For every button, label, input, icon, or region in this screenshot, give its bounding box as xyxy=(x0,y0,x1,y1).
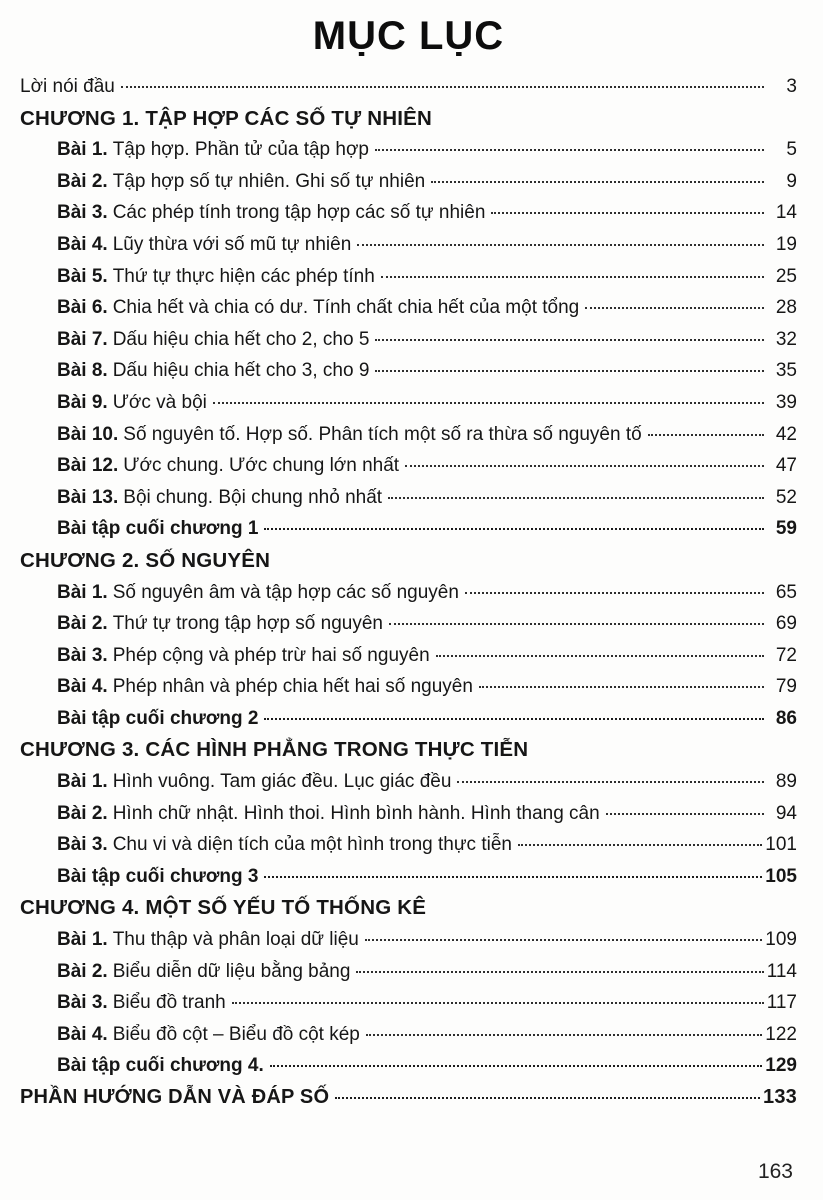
toc-entry-label xyxy=(57,387,207,419)
toc-row xyxy=(20,861,797,893)
page-title: MỤC LỤC xyxy=(312,14,505,58)
toc-row xyxy=(20,261,797,293)
toc-row xyxy=(20,640,797,672)
toc-entry-page: 117 xyxy=(766,992,797,1014)
toc-entry-page: 52 xyxy=(775,486,797,508)
dot-leader xyxy=(232,1002,764,1004)
dot-leader xyxy=(457,781,764,783)
toc-entry-label xyxy=(57,450,399,482)
toc-entry-prefix: Bài 2. xyxy=(57,613,108,635)
toc-entry-page: 3 xyxy=(786,76,797,97)
toc-entry-page: 32 xyxy=(775,328,797,350)
toc-row xyxy=(20,987,797,1019)
dot-leader xyxy=(121,86,764,88)
toc-entry-text: Hình chữ nhật. Hình thoi. Hình bình hành. Hình thang cân xyxy=(112,802,600,824)
toc-chapter-heading xyxy=(20,545,797,577)
toc-entry-text: Tập hợp. Phần tử của tập hợp xyxy=(112,139,369,161)
toc-entry-prefix: Bài 3. xyxy=(57,202,108,224)
toc-entry-text: Dấu hiệu chia hết cho 2, cho 5 xyxy=(112,328,370,350)
toc-entry-label xyxy=(57,577,459,609)
toc-entry-label xyxy=(57,798,600,830)
dot-leader xyxy=(388,497,764,499)
toc-entry-text: Biểu đồ cột – Biểu đồ cột kép xyxy=(112,1023,360,1045)
dot-leader xyxy=(491,212,764,214)
toc-entry-page: 35 xyxy=(775,360,797,382)
toc-entry-prefix: Bài 10. xyxy=(57,423,119,445)
toc-entry-prefix: Bài 5. xyxy=(57,265,108,287)
toc-row xyxy=(20,1019,797,1051)
toc-entry-page: 79 xyxy=(775,676,797,698)
toc-entry-page: 47 xyxy=(775,455,797,477)
toc-entry-label xyxy=(57,292,579,324)
toc-entry-label xyxy=(57,671,473,703)
toc-entry-page: 19 xyxy=(775,233,797,255)
dot-leader xyxy=(436,655,764,657)
toc-entry-prefix: Bài 4. xyxy=(57,676,108,698)
toc-row xyxy=(20,513,797,545)
toc-entry-prefix: Bài 3. xyxy=(57,992,108,1014)
chapter-title: CHƯƠNG 2. SỐ NGUYÊN xyxy=(20,548,271,572)
toc-entry-label xyxy=(57,261,375,293)
toc-entry-text: Ước chung. Ước chung lớn nhất xyxy=(123,455,400,477)
toc-row xyxy=(20,798,797,830)
chapter-title: CHƯƠNG 3. CÁC HÌNH PHẲNG TRONG THỰC TIỄN xyxy=(20,738,529,762)
toc-entry-label xyxy=(57,703,258,735)
dot-leader xyxy=(335,1097,760,1099)
toc-row xyxy=(20,577,797,609)
dot-leader xyxy=(375,370,764,372)
toc-entry-prefix: Bài 8. xyxy=(57,360,108,382)
toc-entry-text: Chu vi và diện tích của một hình trong thực tiễn xyxy=(112,834,512,856)
toc-entry-page: 42 xyxy=(775,423,797,445)
toc-row xyxy=(20,134,797,166)
toc-entry-text: Thứ tự thực hiện các phép tính xyxy=(112,265,375,287)
dot-leader xyxy=(648,434,764,436)
toc-entry-page: 129 xyxy=(765,1055,797,1077)
toc-entry-label xyxy=(57,956,350,988)
toc-entry-text: Bài tập cuối chương 2 xyxy=(57,707,259,729)
toc-entry-page: 5 xyxy=(786,139,797,161)
dot-leader xyxy=(366,1034,762,1036)
toc-entry-page: 109 xyxy=(765,929,797,951)
toc-row xyxy=(20,229,797,261)
dot-leader xyxy=(606,813,764,815)
toc-entry-text: Ước và bội xyxy=(112,391,207,413)
toc-entry-label xyxy=(57,229,351,261)
toc-entry-page: 59 xyxy=(775,518,797,540)
dot-leader xyxy=(431,181,764,183)
dot-leader xyxy=(365,939,762,941)
toc-entry-prefix: Bài 4. xyxy=(57,1023,108,1045)
toc-chapter-heading xyxy=(20,734,797,766)
toc-entry-prefix: Bài 1. xyxy=(57,581,108,603)
toc-entry-prefix: Bài 2. xyxy=(57,802,108,824)
toc-entry-page: 105 xyxy=(765,865,797,887)
toc-entry-label xyxy=(57,324,369,356)
toc-chapter-heading xyxy=(20,103,797,135)
dot-leader xyxy=(375,149,764,151)
toc-entry-prefix: Bài 7. xyxy=(57,328,108,350)
toc-entry-label xyxy=(57,861,258,893)
toc-entry-label xyxy=(57,924,359,956)
toc-row xyxy=(20,355,797,387)
toc-entry-text: Lời nói đầu xyxy=(20,76,115,97)
toc-entry-label xyxy=(57,987,226,1019)
toc-entry-label xyxy=(57,1019,360,1051)
dot-leader xyxy=(381,276,764,278)
toc-entry-text: Dấu hiệu chia hết cho 3, cho 9 xyxy=(112,360,370,382)
toc-entry-page: 72 xyxy=(775,644,797,666)
footer-page-number: 163 xyxy=(757,1160,793,1183)
toc-entry-text: Biểu đồ tranh xyxy=(112,992,226,1014)
dot-leader xyxy=(357,244,764,246)
toc-entry-label xyxy=(57,766,451,798)
toc-entry-page: 94 xyxy=(775,802,797,824)
toc-entry-text: Chia hết và chia có dư. Tính chất chia hết của một tổng xyxy=(112,297,580,319)
toc-entry-text: PHẦN HƯỚNG DẪN VÀ ĐÁP SỐ xyxy=(20,1086,330,1108)
toc-row xyxy=(20,419,797,451)
toc-entry-page: 28 xyxy=(775,297,797,319)
toc-entry-text: Phép nhân và phép chia hết hai số nguyên xyxy=(112,676,473,698)
toc-entry-page: 14 xyxy=(775,202,797,224)
toc-entry-label xyxy=(57,829,512,861)
toc-entry-label xyxy=(57,1050,264,1082)
toc-entry-prefix: Bài 6. xyxy=(57,297,108,319)
toc-entry-page: 65 xyxy=(775,581,797,603)
toc-row xyxy=(20,703,797,735)
toc-entry-page: 133 xyxy=(763,1086,797,1108)
toc-row xyxy=(20,71,797,103)
toc-entry-prefix: Bài 1. xyxy=(57,929,108,951)
toc-entry-prefix: Bài 9. xyxy=(57,391,108,413)
dot-leader xyxy=(375,339,764,341)
chapter-title: CHƯƠNG 4. MỘT SỐ YẾU TỐ THỐNG KÊ xyxy=(20,896,427,920)
toc-entry-label xyxy=(57,640,430,672)
toc-entry-prefix: Bài 1. xyxy=(57,771,108,793)
dot-leader xyxy=(264,528,764,530)
toc-entry-page: 89 xyxy=(775,771,797,793)
toc-row xyxy=(20,197,797,229)
toc-list xyxy=(20,71,797,1114)
toc-entry-page: 122 xyxy=(765,1023,797,1045)
dot-leader xyxy=(264,876,762,878)
dot-leader xyxy=(270,1065,763,1067)
toc-chapter-heading xyxy=(20,892,797,924)
toc-entry-label xyxy=(57,197,485,229)
toc-entry-page: 39 xyxy=(775,391,797,413)
toc-entry-label xyxy=(57,419,642,451)
toc-row xyxy=(20,829,797,861)
toc-entry-label xyxy=(20,71,115,103)
toc-entry-label xyxy=(57,355,369,387)
toc-entry-text: Thứ tự trong tập hợp số nguyên xyxy=(112,613,383,635)
toc-row xyxy=(20,956,797,988)
toc-entry-text: Hình vuông. Tam giác đều. Lục giác đều xyxy=(112,771,452,793)
dot-leader xyxy=(585,307,764,309)
toc-entry-prefix: Bài 2. xyxy=(57,960,108,982)
toc-entry-text: Số nguyên tố. Hợp số. Phân tích một số ra thừa số nguyên tố xyxy=(123,423,642,445)
dot-leader xyxy=(518,844,762,846)
toc-row xyxy=(20,1082,797,1114)
toc-entry-text: Số nguyên âm và tập hợp các số nguyên xyxy=(112,581,459,603)
toc-entry-prefix: Bài 3. xyxy=(57,834,108,856)
toc-entry-page: 69 xyxy=(775,613,797,635)
toc-entry-text: Phép cộng và phép trừ hai số nguyên xyxy=(112,644,430,666)
chapter-title: CHƯƠNG 1. TẬP HỢP CÁC SỐ TỰ NHIÊN xyxy=(20,106,432,130)
dot-leader xyxy=(479,686,764,688)
toc-entry-text: Bội chung. Bội chung nhỏ nhất xyxy=(123,486,383,508)
toc-entry-page: 9 xyxy=(786,170,797,192)
toc-row xyxy=(20,924,797,956)
toc-row xyxy=(20,292,797,324)
toc-entry-label xyxy=(57,513,258,545)
toc-row xyxy=(20,1050,797,1082)
toc-entry-page: 114 xyxy=(766,960,797,982)
dot-leader xyxy=(264,718,764,720)
toc-entry-text: Các phép tính trong tập hợp các số tự nhiên xyxy=(112,202,486,224)
toc-entry-page: 25 xyxy=(775,265,797,287)
toc-entry-prefix: Bài 2. xyxy=(57,170,108,192)
dot-leader xyxy=(356,971,763,973)
toc-row xyxy=(20,608,797,640)
toc-entry-label xyxy=(57,482,382,514)
toc-entry-prefix: Bài 13. xyxy=(57,486,119,508)
toc-row xyxy=(20,387,797,419)
toc-entry-prefix: Bài 1. xyxy=(57,139,108,161)
toc-entry-text: Biểu diễn dữ liệu bằng bảng xyxy=(112,960,351,982)
toc-entry-text: Bài tập cuối chương 3 xyxy=(57,865,259,887)
toc-entry-label xyxy=(57,166,425,198)
toc-entry-text: Thu thập và phân loại dữ liệu xyxy=(112,929,359,951)
toc-row xyxy=(20,450,797,482)
toc-entry-label xyxy=(20,1082,329,1114)
toc-row xyxy=(20,671,797,703)
toc-entry-prefix: Bài 4. xyxy=(57,233,108,255)
toc-entry-label xyxy=(57,134,369,166)
toc-row xyxy=(20,766,797,798)
dot-leader xyxy=(405,465,764,467)
toc-entry-page: 86 xyxy=(775,707,797,729)
toc-entry-prefix: Bài 3. xyxy=(57,644,108,666)
dot-leader xyxy=(465,592,764,594)
dot-leader xyxy=(213,402,764,404)
toc-entry-label xyxy=(57,608,383,640)
toc-row xyxy=(20,166,797,198)
toc-row xyxy=(20,482,797,514)
toc-entry-text: Lũy thừa với số mũ tự nhiên xyxy=(112,233,352,255)
dot-leader xyxy=(389,623,764,625)
toc-entry-text: Tập hợp số tự nhiên. Ghi số tự nhiên xyxy=(112,170,426,192)
toc-entry-page: 101 xyxy=(765,834,797,856)
toc-entry-text: Bài tập cuối chương 1 xyxy=(57,518,259,540)
toc-entry-prefix: Bài 12. xyxy=(57,455,119,477)
toc-row xyxy=(20,324,797,356)
toc-entry-text: Bài tập cuối chương 4. xyxy=(57,1055,264,1077)
